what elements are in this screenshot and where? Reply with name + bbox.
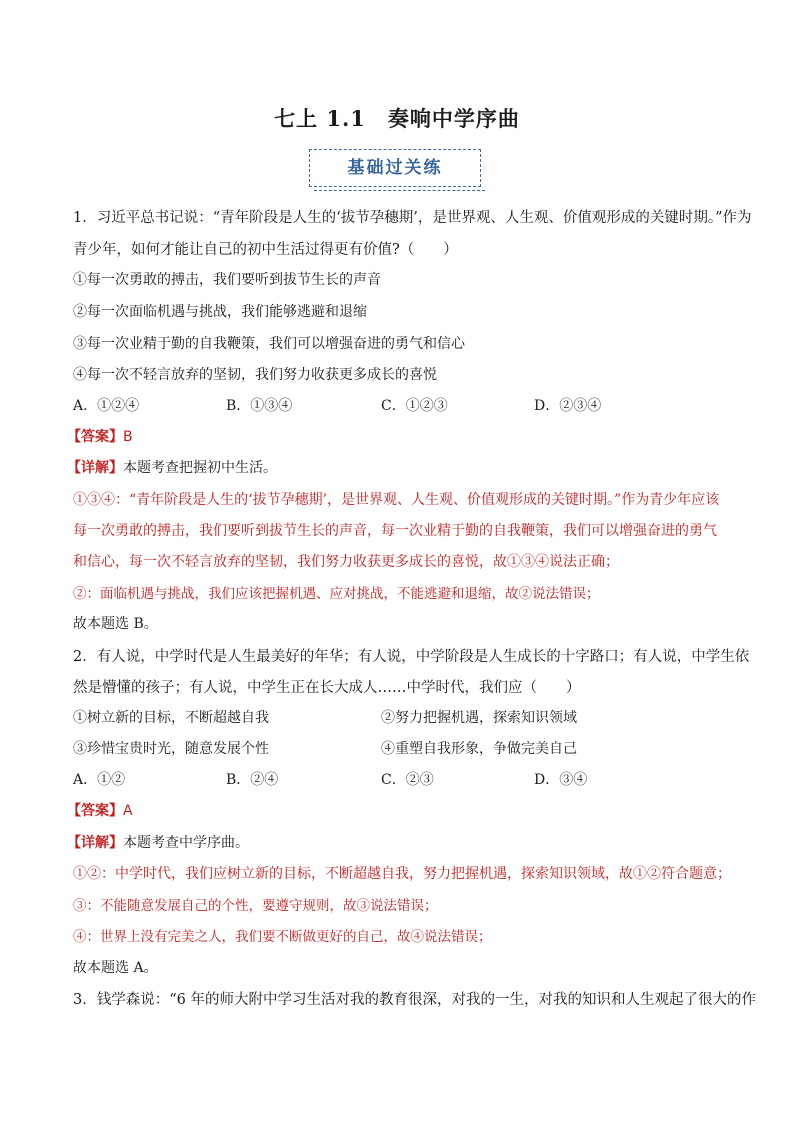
q1-explain-1: ①③④：“青年阶段是人生的‘拔节孕穗期’，是世界观、人生观、价值观形成的关键时期。”作为青少年应该 <box>73 492 720 508</box>
q1-stem-line1: 1．习近平总书记说：“青年阶段是人生的‘拔节孕穗期’，是世界观、人生观、价值观形成的关键时期。”作为 <box>73 210 752 226</box>
q2-choice-c: C．②③ <box>381 772 434 788</box>
q2-choice-b: B．②④ <box>226 772 279 788</box>
q2-choice-d: D．③④ <box>534 772 588 788</box>
q1-item-3: ③每一次业精于勤的自我鞭策，我们可以增强奋进的勇气和信心 <box>73 336 465 352</box>
q1-explain-3: 和信心，每一次不轻言放弃的坚韧，我们努力收获更多成长的喜悦，故①③④说法正确； <box>73 554 619 570</box>
section-label-box <box>309 149 481 187</box>
page-title: 七上 1.1 奏响中学序曲 <box>274 106 520 131</box>
q1-answer-row <box>67 426 133 446</box>
q1-choice-a: A．①②④ <box>73 398 140 414</box>
q1-explain-4: ②：面临机遇与挑战，我们应该把握机遇、应对挑战，不能逃避和退缩，故②说法错误； <box>73 586 600 602</box>
q1-item-4: ④每一次不轻言放弃的坚韧，我们努力收获更多成长的喜悦 <box>73 367 437 383</box>
q1-answer-value: B <box>123 429 133 445</box>
q2-item-3: ③珍惜宝贵时光，随意发展个性 <box>73 741 269 757</box>
q2-conclusion: 故本题选 A。 <box>73 960 158 976</box>
q2-answer-row <box>67 800 133 820</box>
q2-detail-row <box>67 832 249 852</box>
q3-stem-line1: 3．钱学森说：“6 年的师大附中学习生活对我的教育很深，对我的一生，对我的知识和人生观起了很大的作 <box>73 992 756 1008</box>
q1-item-2: ②每一次面临机遇与挑战，我们能够逃避和退缩 <box>73 304 367 320</box>
q2-answer-tag: 【答案】 <box>67 803 123 819</box>
q2-choice-a: A．①② <box>73 772 126 788</box>
q1-explain-2: 每一次勇敢的搏击，我们要听到拔节生长的声音，每一次业精于勤的自我鞭策，我们可以增强奋进的勇气 <box>73 523 717 539</box>
q2-stem-line2: 然是懵懂的孩子；有人说，中学生正在长大成人……中学时代，我们应（ ） <box>73 680 581 696</box>
q2-item-4: ④重塑自我形象，争做完美自己 <box>381 741 577 757</box>
q2-detail-tag: 【详解】 <box>67 835 123 851</box>
q2-item-2: ②努力把握机遇，探索知识领域 <box>381 710 577 726</box>
section-label: 基础过关练 <box>347 158 443 178</box>
q1-detail-intro: 本题考查把握初中生活。 <box>123 460 277 476</box>
q2-explain-3: ④：世界上没有完美之人，我们要不断做更好的自己，故④说法错误； <box>73 929 492 945</box>
q2-item-1: ①树立新的目标，不断超越自我 <box>73 710 269 726</box>
q2-answer-value: A <box>123 803 133 819</box>
q1-answer-tag: 【答案】 <box>67 429 123 445</box>
q2-stem-line1: 2．有人说，中学时代是人生最美好的年华；有人说，中学阶段是人生成长的十字路口；有人说，中学生依 <box>73 649 750 665</box>
q1-item-1: ①每一次勇敢的搏击，我们要听到拔节生长的声音 <box>73 272 381 288</box>
q1-stem-line2: 青少年，如何才能让自己的初中生活过得更有价值?（ ） <box>73 242 458 258</box>
q2-explain-1: ①②：中学时代，我们应树立新的目标，不断超越自我，努力把握机遇，探索知识领域，故①②符合题意； <box>73 866 731 882</box>
q1-choice-d: D．②③④ <box>534 398 602 414</box>
q1-conclusion: 故本题选 B。 <box>73 616 158 632</box>
q1-detail-tag: 【详解】 <box>67 460 123 476</box>
q2-explain-2: ③：不能随意发展自己的个性，要遵守规则，故③说法错误； <box>73 898 438 914</box>
q2-detail-intro: 本题考查中学序曲。 <box>123 835 249 851</box>
q1-choice-b: B．①③④ <box>226 398 293 414</box>
q1-choice-c: C．①②③ <box>381 398 448 414</box>
q1-detail-row <box>67 457 277 477</box>
